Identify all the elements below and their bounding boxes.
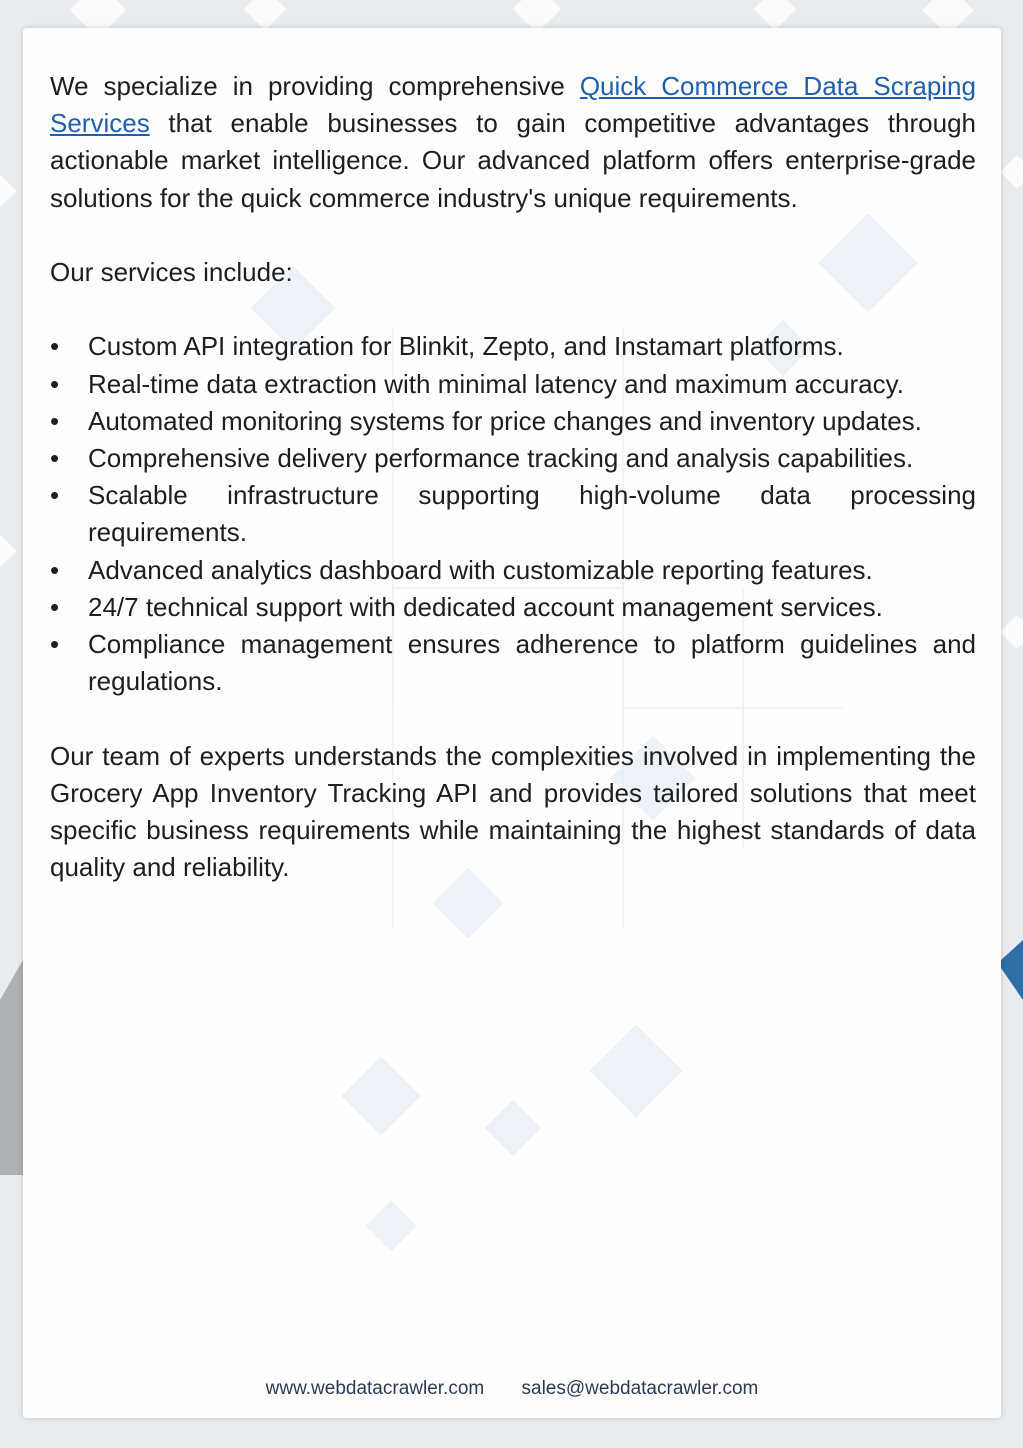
bullet-icon: •	[50, 443, 60, 473]
list-item	[50, 366, 976, 403]
list-item	[50, 626, 976, 700]
intro-paragraph	[50, 68, 976, 217]
list-item	[50, 552, 976, 589]
document-page	[23, 28, 1001, 1418]
service-text: Compliance management ensures adherence to platform guidelines and regulations.	[88, 629, 976, 697]
service-text: Custom API integration for Blinkit, Zepto, and Instamart platforms.	[88, 331, 844, 362]
service-text: Comprehensive delivery performance tracking and analysis capabilities.	[88, 443, 914, 473]
quick-commerce-scraping-link[interactable]: Quick Commerce Data Scraping Services	[50, 71, 976, 139]
service-text: Real-time data extraction with minimal latency and maximum accuracy.	[88, 368, 904, 399]
services-list	[50, 328, 976, 700]
list-item	[50, 477, 976, 551]
bullet-icon: •	[50, 405, 60, 436]
service-text: Advanced analytics dashboard with customizable reporting features.	[88, 554, 873, 585]
email-link[interactable]: sales@webdatacrawler.com	[521, 1378, 759, 1399]
intro-text-end: that enable businesses to gain competitive advantages through actionable market intelligence. Our advanced platform offers enterprise-grade solutions for the quick commerce industry's unique requirements.	[50, 108, 976, 213]
bullet-icon: •	[50, 331, 60, 362]
bullet-icon: •	[50, 554, 60, 585]
closing-paragraph: Our team of experts understands the complexities involved in implementing the Grocery App Inventory Tracking API and provides tailored solutions that meet specific business requirements while maintaining the highest standards of data quality and reliability.	[50, 740, 976, 883]
service-text: 24/7 technical support with dedicated account management services.	[88, 591, 883, 622]
page-footer	[23, 1378, 1001, 1400]
services-heading: Our services include:	[50, 257, 293, 287]
bullet-icon: •	[50, 591, 60, 622]
list-item	[50, 440, 976, 477]
document-body	[50, 68, 976, 886]
list-item	[50, 403, 976, 440]
service-text: Scalable infrastructure supporting high-volume data processing requirements.	[88, 480, 976, 548]
list-item	[50, 589, 976, 626]
list-item	[50, 328, 976, 365]
bullet-icon: •	[50, 368, 60, 399]
bullet-icon: •	[50, 629, 60, 660]
service-text: Automated monitoring systems for price changes and inventory updates.	[88, 405, 922, 436]
website-link[interactable]: www.webdatacrawler.com	[265, 1378, 485, 1399]
intro-text-start: We specialize in providing comprehensive	[50, 71, 580, 101]
bullet-icon: •	[50, 480, 60, 511]
